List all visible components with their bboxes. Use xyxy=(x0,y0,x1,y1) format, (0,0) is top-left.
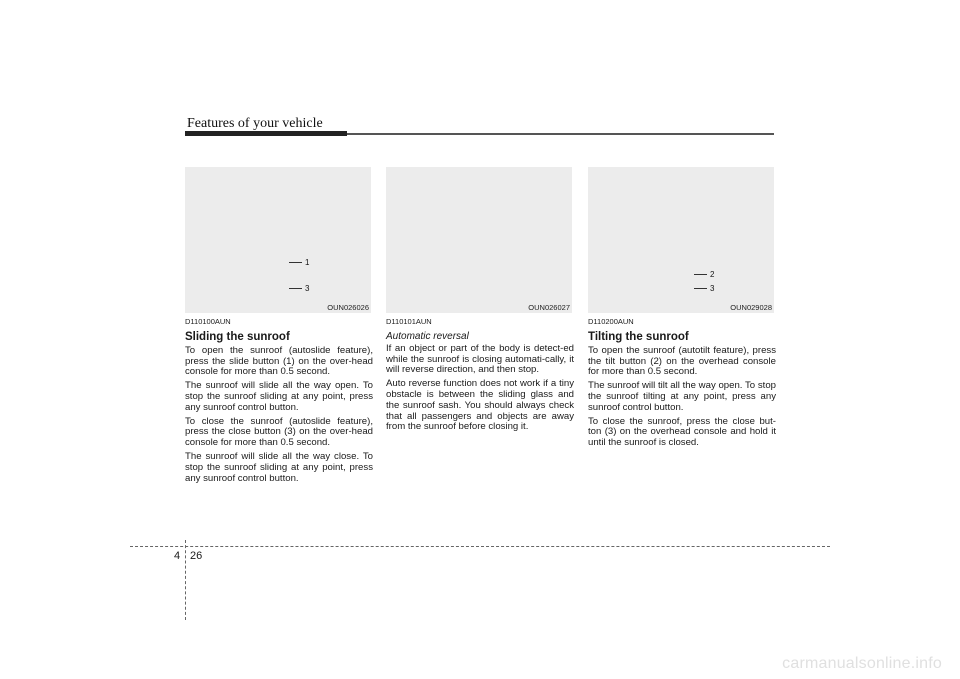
column-auto-reversal xyxy=(386,317,574,436)
watermark: carmanualsonline.info xyxy=(782,655,942,672)
footer-divider xyxy=(185,540,186,620)
figure-slide-sunroof xyxy=(185,167,371,313)
footer-chapter-number: 4 xyxy=(174,550,181,562)
paragraph: The sunroof will slide all the way close. To stop the sunroof sliding at any point, press any sunroof control button. xyxy=(185,450,373,484)
section-subheading: Automatic reversal xyxy=(386,330,469,342)
figure-code: OUN029028 xyxy=(730,303,772,312)
header-accent-bar xyxy=(185,131,347,136)
paragraph: To open the sunroof (autotilt feature), press the tilt button (2) on the overhead console for more than 0.5 second. xyxy=(588,344,776,378)
callout-1: 1 xyxy=(289,258,309,267)
column-tilting xyxy=(588,317,776,452)
paragraph: Auto reverse function does not work if a tiny obstacle is between the sliding glass and the sunroof sash. You should always check that all passengers and objects are away from the sunroof before closing it. xyxy=(386,378,574,433)
footer-rule xyxy=(130,546,830,547)
callout-3: 3 xyxy=(289,284,309,293)
section-code: D110200AUN xyxy=(588,317,634,326)
paragraph: If an object or part of the body is detect-ed while the sunroof is closing automati-cally, it will reverse direction, and then stop. xyxy=(386,342,574,376)
column-sliding xyxy=(185,317,373,487)
section-code: D110101AUN xyxy=(386,317,432,326)
callout-3: 3 xyxy=(694,284,714,293)
callout-2: 2 xyxy=(694,270,714,279)
figure-tilt-sunroof xyxy=(588,167,774,313)
figure-auto-reverse xyxy=(386,167,572,313)
page-header-title: Features of your vehicle xyxy=(187,116,323,131)
section-heading: Tilting the sunroof xyxy=(588,330,689,343)
figure-code: OUN026027 xyxy=(528,303,570,312)
paragraph: The sunroof will tilt all the way open. To stop the sunroof tilting at any point, press any sunroof control button. xyxy=(588,380,776,413)
section-heading: Sliding the sunroof xyxy=(185,330,290,343)
footer-page-number: 26 xyxy=(190,550,203,562)
paragraph: To close the sunroof, press the close but-ton (3) on the overhead console and hold it until the sunroof is closed. xyxy=(588,415,776,449)
section-code: D110100AUN xyxy=(185,317,231,326)
paragraph: To close the sunroof (autoslide feature), press the close button (3) on the over-head console for more than 0.5 second. xyxy=(185,415,373,449)
paragraph: To open the sunroof (autoslide feature), press the slide button (1) on the over-head console for more than 0.5 second. xyxy=(185,344,373,378)
figure-code: OUN026026 xyxy=(327,303,369,312)
paragraph: The sunroof will slide all the way open. To stop the sunroof sliding at any point, press any sunroof control button. xyxy=(185,380,373,413)
